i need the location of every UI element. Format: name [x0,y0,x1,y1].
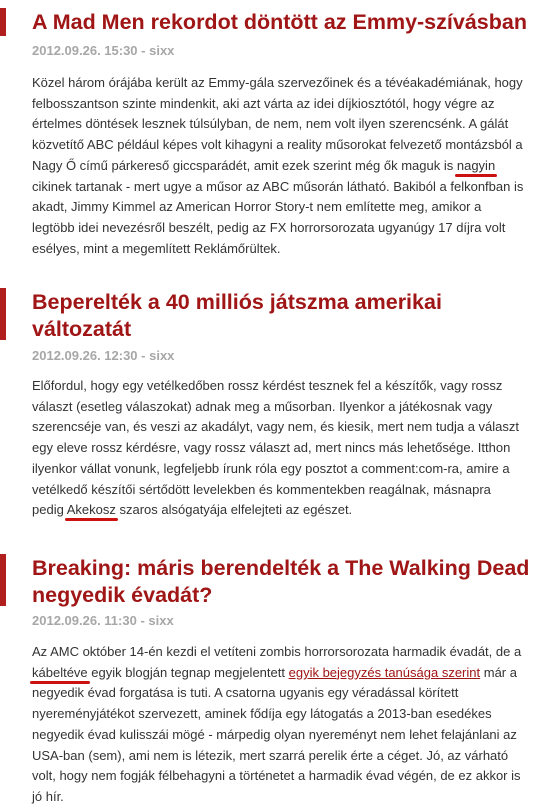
post-text: szaros alsógatyája elfelejteti az egészet. [119,502,353,518]
post-author[interactable]: sixx [149,348,175,363]
post-date: 2012.09.26. 12:30 [32,348,138,363]
highlighted-word: Akekosz [66,502,116,518]
meta-separator: - [137,348,150,363]
post-title[interactable] [32,9,532,36]
post-title[interactable] [32,555,532,609]
post-title[interactable] [32,289,532,343]
source-link[interactable]: egyik bejegyzés tanúsága szerint [288,664,481,680]
post-meta [32,613,174,629]
post-meta [32,43,174,59]
highlighted-word: nagyin [456,157,496,173]
post-accent-bar [0,554,6,606]
post-text: Előfordul, hogy egy vetélkedőben rossz kérdést tesznek fel a készítők, vagy rossz választ (esetleg válaszokat) adnak meg a műsorban. Ilyenkor a játékosnak vagy szerencséje van, és veszi az akadályt, vagy nem, és kiesik, mert nem tudja a választ egy eleve rossz kérdésre, vagy rossz választ ad, mert nincs más lehetősége. Itthon ilyenkor vállat vonunk, legfeljebb írunk róla egy posztot a comment:com-ra, amire a vetélkedő készítői sértődött levelekben és kommentekben reagálnak, másnapra pedig [32,378,519,518]
post-title-link[interactable]: Breaking: máris berendelték a The Walking Dead negyedik évadát? [32,556,530,607]
post-date: 2012.09.26. 11:30 [32,613,137,628]
post-text: cikinek tartanak - mert ugye a műsor az ABC műsorán látható. Bakiból a felkonfban is akadt, Jimmy Kimmel az American Horror Story-t nem említette meg, amikor a legtöbb idei nevezésről beszélt, pedig az FX horrorsorozata ugyanúgy 17 díjra volt esélyes, mint a megemlített Reklámőrültek. [32,178,524,256]
post-title-link[interactable]: Beperelték a 40 milliós játszma amerikai változatát [32,290,442,341]
highlighted-word: kábeltéve [32,664,88,680]
post-text: egyik blogján tegnap megjelentett [91,664,285,680]
meta-separator: - [137,43,150,58]
post-text: Az AMC október 14-én kezdi el vetíteni zombis horrorsorozata harmadik évadát, de a [32,644,522,659]
post-meta [32,348,174,364]
post-accent-bar [0,8,6,36]
post-text: már a negyedik évad forgatása is tuti. A csatorna ugyanis egy véradással körített nyereményjátékot szervezett, aminek fődíja egy látogatás a 2013-ban esedékes negyedik évad kulisszái mögé - márpedig olyan nyereményt nem lehet felajánlani az USA-ban (sem), ami nem is létezik, mert szarrá perelik érte a céget. Jó, az várható volt, hogy nem fogják félbehagyni a történetet a harmadik évad végén, de ez akkor is jó hír. [32,664,521,804]
post-body [32,642,526,808]
meta-separator: - [136,613,149,628]
post-title-link[interactable]: A Mad Men rekordot döntött az Emmy-szívásban [32,10,527,34]
post-date: 2012.09.26. 15:30 [32,43,138,58]
post-author[interactable]: sixx [148,613,174,628]
post-body [32,376,526,521]
post-accent-bar [0,288,6,340]
post-text: Közel három órájába került az Emmy-gála szervezőinek és a tévéakadémiának, hogy felbosszantson szinte mindenkit, aki azt várta az idei díjkiosztótól, hogy végre az értelmes döntések lesznek túlsúlyban, de nem, nem volt ilyen szerencsénk. A gálát közvetítő ABC például képes volt kihagyni a reality műsorokat felvezető montázsból a Nagy Ő című párkereső giccsparádét, amit ezek szerint még ők maguk is [32,75,523,173]
post-body [32,73,526,259]
post-author[interactable]: sixx [149,43,175,58]
